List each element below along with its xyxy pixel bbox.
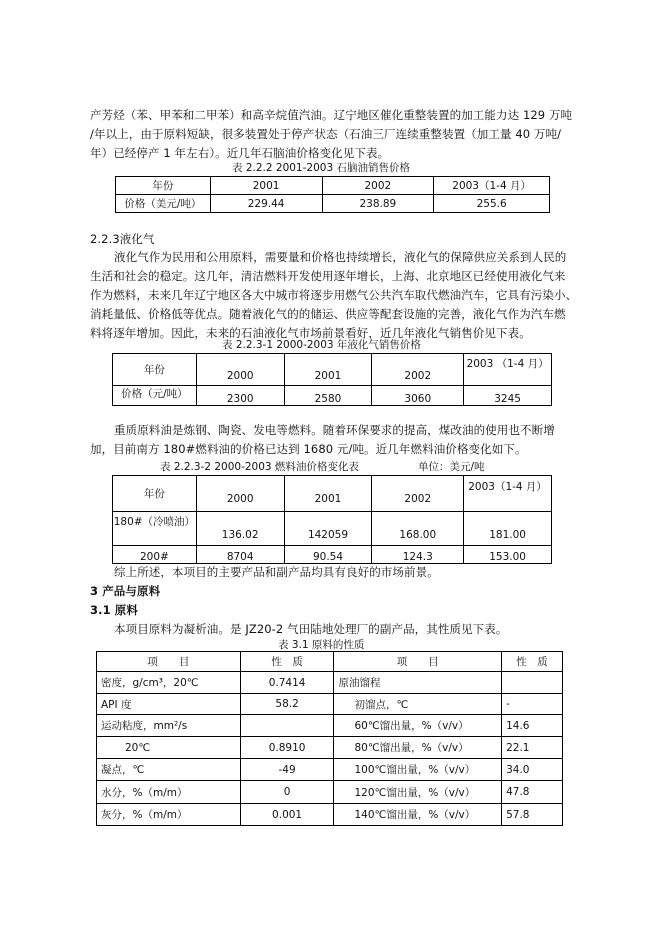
table-31-cell: -49 xyxy=(240,759,334,781)
section-31-intro: 本项目原料为凝析油。是 JZ20-2 气田陆地处理厂的副产品，其性质见下表。 xyxy=(114,622,508,636)
table-222-cell: 238.89 xyxy=(322,195,434,213)
table-222-caption: 表 2.2.2 2001-2003 石脑油销售价格 xyxy=(232,162,410,174)
table-31-cell: 57.8 xyxy=(502,804,563,826)
table-31-cell: 0 xyxy=(240,781,334,804)
table-2232-cell: 124.3 xyxy=(372,546,464,564)
section-31-heading: 3.1 原料 xyxy=(90,603,138,617)
table-2232-cell: 136.02 xyxy=(196,512,284,546)
table-31-caption: 表 3.1 原料的性质 xyxy=(278,639,365,651)
table-2232-cell: 168.00 xyxy=(372,512,464,546)
table-31-header-cell: 性 质 xyxy=(240,652,334,672)
section-223-line-2: 生活和社会的稳定。这几年，清洁燃料开发使用逐年增长，上海、北京地区已经使用液化气来 xyxy=(90,269,566,283)
table-31-cell xyxy=(502,672,563,694)
table-222-header-cell: 2002 xyxy=(322,177,434,195)
table-2232-header-cell: 2003（1-4 月） xyxy=(464,476,552,512)
table-31-cell: 14.6 xyxy=(502,715,563,737)
table-2232-cell: 181.00 xyxy=(464,512,552,546)
table-2231-header-cell: 2003 （1-4 月） xyxy=(464,354,552,386)
table-222-cell: 价格（美元/吨） xyxy=(116,195,211,213)
table-31-header-cell: 项 目 xyxy=(334,652,502,672)
table-222-cell: 229.44 xyxy=(210,195,322,213)
section-223-line-3: 作为燃料，未来几年辽宁地区各大中城市将逐步用燃气公共汽车取代燃油汽车，它具有污染小、 xyxy=(90,288,578,302)
table-2232-header-cell: 2001 xyxy=(284,476,372,512)
table-2232-cell: 8704 xyxy=(196,546,284,564)
table-31-cell: 初馏点，℃ xyxy=(334,694,502,715)
summary-text: 综上所述，本项目的主要产品和副产品均具有良好的市场前景。 xyxy=(114,565,439,579)
table-31-cell: 140℃馏出量，%（v/v） xyxy=(334,804,502,826)
table-31-cell: 凝点，℃ xyxy=(97,759,241,781)
table-31-cell: 60℃馏出量，%（v/v） xyxy=(334,715,502,737)
section-223-heading: 2.2.3液化气 xyxy=(90,232,155,246)
table-2231-cell: 价格（元/吨） xyxy=(113,386,197,406)
table-2231-header-cell: 2002 xyxy=(372,354,464,386)
table-2231-cell: 3245 xyxy=(464,386,552,406)
table-31-cell: 0.001 xyxy=(240,804,334,826)
table-31-cell: 0.7414 xyxy=(240,672,334,694)
table-222-header-cell: 2003（1-4 月） xyxy=(434,177,550,195)
table-31-cell: 58.2 xyxy=(240,694,334,715)
table-2232-caption: 表 2.2.3-2 2000-2003 燃料油价格变化表 xyxy=(160,461,359,473)
table-2231-caption: 表 2.2.3-1 2000-2003 年液化气销售价格 xyxy=(222,339,421,351)
table-2232-cell: 142059 xyxy=(284,512,372,546)
table-222-header-cell: 年份 xyxy=(116,177,211,195)
table-31-cell: 34.0 xyxy=(502,759,563,781)
table-2232-cell: 153.00 xyxy=(464,546,552,564)
para-fuel-line-1: 重质原料油是炼钢、陶瓷、发电等燃料。随着环保要求的提高，煤改油的使用也不断增 xyxy=(114,423,555,437)
table-31-cell: 80℃馏出量，%（v/v） xyxy=(334,737,502,759)
table-31-header-cell: 项 目 xyxy=(97,652,241,672)
table-31-cell: 0.8910 xyxy=(240,737,334,759)
section-223-line-4: 消耗量低、价格低等优点。随着液化气的的储运、供应等配套设施的完善，液化气作为汽车燃 xyxy=(90,307,566,321)
table-222 xyxy=(115,176,550,213)
table-31-cell: - xyxy=(502,694,563,715)
section-3-heading: 3 产品与原料 xyxy=(90,584,161,598)
para1-line-1: 产芳烃（苯、甲苯和二甲苯）和高辛烷值汽油。辽宁地区催化重整装置的加工能力达 129 万吨 xyxy=(90,108,573,122)
table-2231-header-cell: 2001 xyxy=(284,354,372,386)
table-31-cell: 22.1 xyxy=(502,737,563,759)
table-2231-header-cell: 2000 xyxy=(196,354,284,386)
table-31-cell: 运动粘度，mm²/s xyxy=(97,715,241,737)
table-31-cell: 灰分，%（m/m） xyxy=(97,804,241,826)
table-2231 xyxy=(112,353,552,406)
para1-line-3: 年）已经停产 1 年左右）。近几年石脑油价格变化见下表。 xyxy=(90,146,390,160)
table-2232-header-cell: 2000 xyxy=(196,476,284,512)
table-31-cell xyxy=(240,715,334,737)
table-31-cell: 原油馏程 xyxy=(334,672,502,694)
table-31-cell: 20℃ xyxy=(97,737,241,759)
table-222-cell: 255.6 xyxy=(434,195,550,213)
table-31-cell: 水分，%（m/m） xyxy=(97,781,241,804)
table-2231-cell: 3060 xyxy=(372,386,464,406)
table-2231-cell: 2300 xyxy=(196,386,284,406)
table-2232-cell: 90.54 xyxy=(284,546,372,564)
table-31 xyxy=(96,651,563,826)
section-223-line-5: 料将逐年增加。因此，未来的石油液化气市场前景看好，近几年液化气销售价见下表。 xyxy=(90,326,531,340)
table-2232 xyxy=(112,475,552,564)
table-222-header-cell: 2001 xyxy=(210,177,322,195)
table-2232-header-cell: 年份 xyxy=(113,476,197,512)
table-31-header-cell: 性 质 xyxy=(502,652,563,672)
table-2232-cell: 180#（冷喷油） xyxy=(113,512,197,546)
section-223-line-1: 液化气作为民用和公用原料，需要量和价格也持续增长，液化气的保障供应关系到人民的 xyxy=(114,250,567,264)
table-31-cell: 密度，g/cm³，20℃ xyxy=(97,672,241,694)
table-31-cell: 120℃馏出量，%（v/v） xyxy=(334,781,502,804)
table-2231-header-cell: 年份 xyxy=(113,354,197,386)
table-2231-cell: 2580 xyxy=(284,386,372,406)
para1-line-2: /年以上，由于原料短缺，很多装置处于停产状态（石油三厂连续重整装置（加工量 40 万吨/ xyxy=(90,127,562,141)
table-31-cell: 47.8 xyxy=(502,781,563,804)
para-fuel-line-2: 加，目前南方 180#燃料油的价格已达到 1680 元/吨。近几年燃料油价格变化如下。 xyxy=(90,442,527,456)
table-31-cell: API 度 xyxy=(97,694,241,715)
table-31-cell: 100℃馏出量，%（v/v） xyxy=(334,759,502,781)
table-2232-cell: 200# xyxy=(113,546,197,564)
table-2232-header-cell: 2002 xyxy=(372,476,464,512)
table-2232-unit: 单位：美元/吨 xyxy=(418,461,485,473)
